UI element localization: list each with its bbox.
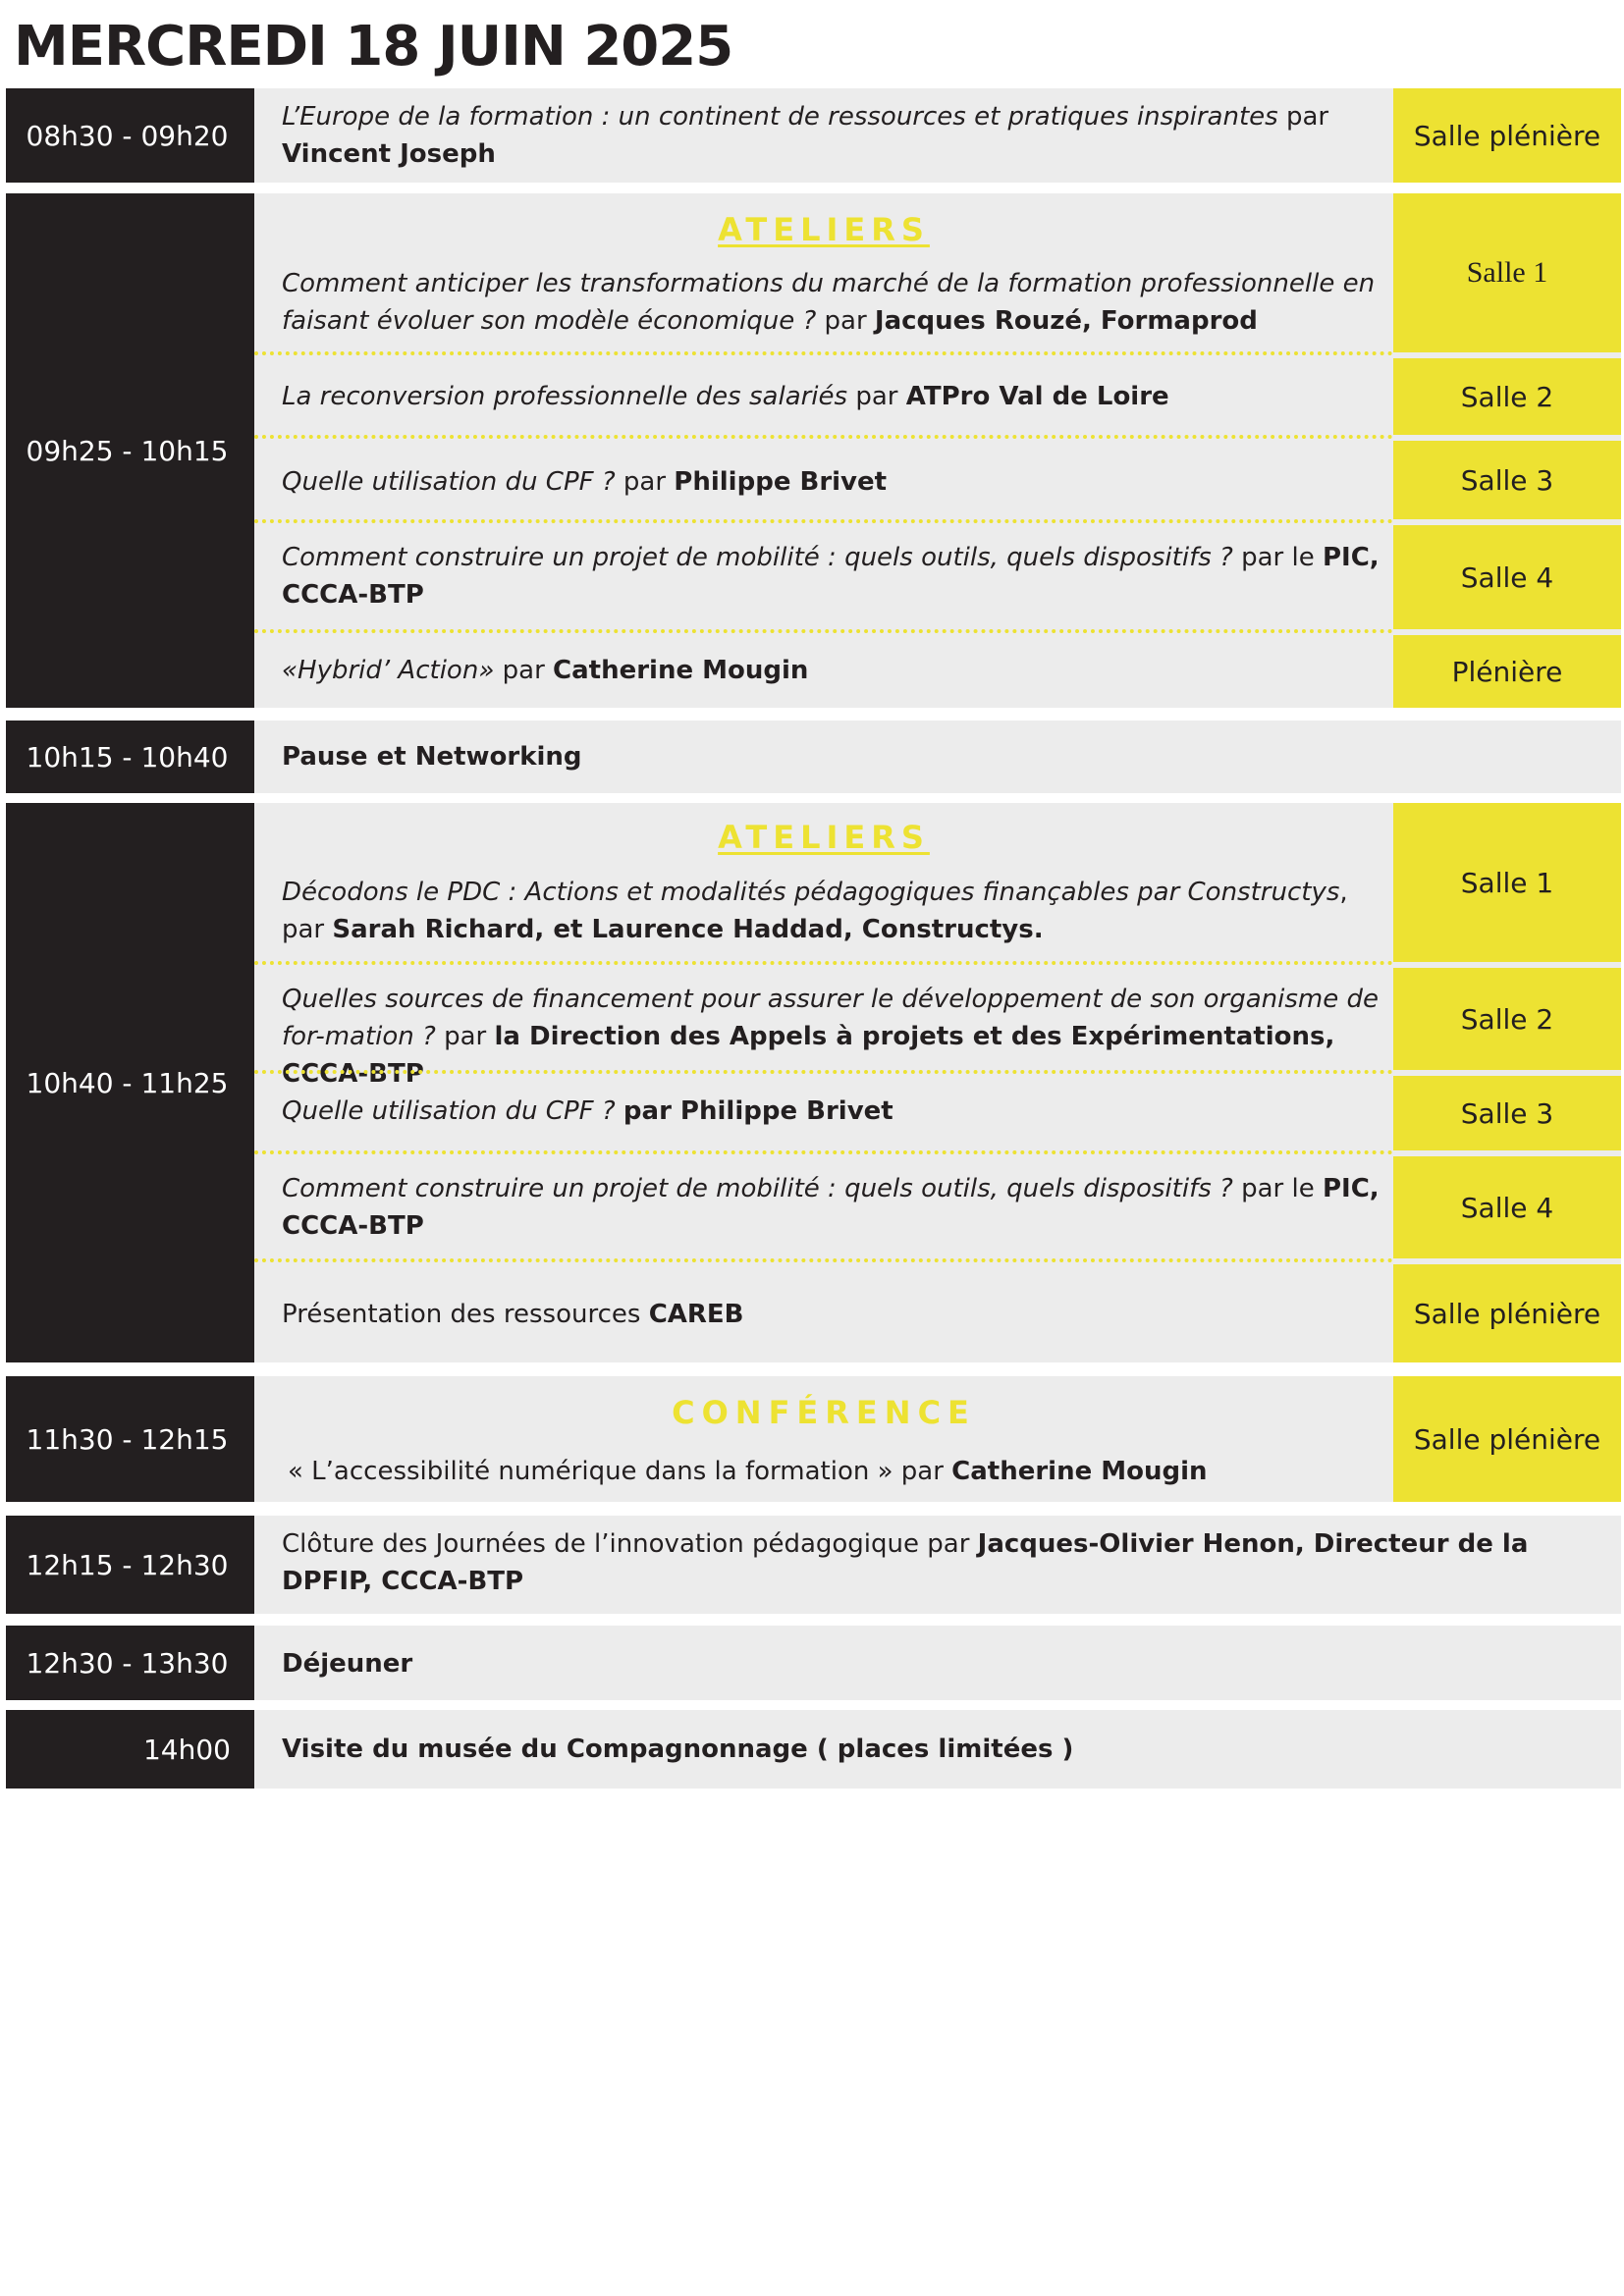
workshop-speaker: la Direction des Appels à projets et des Expérimentations, CCCA-BTP (282, 1022, 1335, 1089)
workshop-title: Quelle utilisation du CPF ? (282, 1096, 616, 1126)
time-slot: 08h30 - 09h20 (6, 88, 254, 183)
room-label: Salle 3 (1393, 441, 1621, 519)
room-label: Salle 1 (1393, 803, 1621, 962)
session-text (282, 1525, 1611, 1600)
time-slot: 12h15 - 12h30 (6, 1516, 254, 1614)
workshop-title: Quelles sources de financement pour assurer le développement de son organisme de for-mation ? (282, 985, 1379, 1051)
time-slot: 11h30 - 12h15 (6, 1376, 254, 1502)
conference-speaker: Catherine Mougin (951, 1457, 1208, 1486)
workshop-item (282, 265, 1385, 340)
room-label: Salle 2 (1393, 358, 1621, 435)
session-content (254, 721, 1621, 793)
workshop-speaker: CAREB (648, 1300, 744, 1329)
dotted-separator (254, 1258, 1393, 1262)
workshop-title: «Hybrid’ Action» (282, 656, 495, 685)
section-heading: ATELIERS (718, 211, 930, 248)
workshop-connector: par le (1232, 1174, 1323, 1203)
session-title: Clôture des Journées de l’innovation pédagogique par (282, 1529, 978, 1559)
workshop-item (282, 1170, 1385, 1245)
schedule-block-1230 (6, 1626, 1621, 1700)
workshop-speaker: Catherine Mougin (553, 656, 809, 685)
session-connector: par (1277, 102, 1329, 132)
schedule-block-1040 (6, 803, 1621, 1362)
schedule-block-0830 (6, 88, 1621, 183)
workshop-connector: par (847, 382, 906, 411)
workshop-title: Comment anticiper les transformations du marché de la formation professionnelle en faisant évoluer son modèle économique ? (282, 269, 1376, 336)
dotted-separator (254, 629, 1393, 633)
session-speaker: Vincent Joseph (282, 139, 496, 169)
dotted-separator (254, 351, 1393, 355)
workshop-title: Présentation des ressources (282, 1300, 649, 1329)
workshop-item (282, 1296, 1385, 1333)
room-label: Salle 2 (1393, 968, 1621, 1070)
section-heading: CONFÉRENCE (672, 1394, 976, 1431)
workshop-speaker: Jacques Rouzé, Formaprod (874, 306, 1258, 336)
session-content (254, 1626, 1621, 1700)
room-label: Salle 3 (1393, 1076, 1621, 1150)
session-title: L’Europe de la formation : un continent de ressources et pratiques inspirantes (282, 102, 1278, 132)
dotted-separator (254, 435, 1393, 439)
dotted-separator (254, 1150, 1393, 1154)
workshop-title: Comment construire un projet de mobilité : quels outils, quels dispositifs ? (282, 1174, 1233, 1203)
session-title: Visite du musée du Compagnonnage ( places limitées ) (282, 1735, 1074, 1764)
workshop-connector: par (494, 656, 554, 685)
workshop-speaker: ATPro Val de Loire (905, 382, 1169, 411)
room-label: Salle 1 (1393, 193, 1621, 352)
time-slot: 09h25 - 10h15 (6, 193, 254, 708)
workshop-connector: par (615, 467, 675, 497)
workshop-speaker: Sarah Richard, et Laurence Haddad, Constructys. (332, 915, 1044, 944)
workshop-item (282, 539, 1385, 614)
session-speaker: Jacques-Olivier Henon, Directeur de la DPFIP, CCCA-BTP (282, 1529, 1529, 1596)
workshop-title: La reconversion professionnelle des salariés (282, 382, 848, 411)
workshop-connector: , par (282, 878, 1348, 944)
section-heading: ATELIERS (718, 819, 930, 856)
workshop-item (282, 1093, 1385, 1130)
workshop-title: Comment construire un projet de mobilité : quels outils, quels dispositifs ? (282, 543, 1233, 572)
conference-content (254, 1376, 1621, 1502)
page-title: MERCREDI 18 JUIN 2025 (14, 15, 733, 79)
workshop-speaker: par Philippe Brivet (623, 1096, 893, 1126)
workshop-item (282, 874, 1385, 948)
workshop-item (282, 378, 1385, 415)
schedule-block-1015 (6, 721, 1621, 793)
workshop-speaker: Philippe Brivet (674, 467, 888, 497)
time-slot: 14h00 (6, 1710, 254, 1789)
workshops-content (254, 193, 1621, 708)
session-text (282, 98, 1385, 173)
workshop-title: Décodons le PDC : Actions et modalités pédagogiques finançables par Constructys (282, 878, 1340, 907)
workshop-item (282, 652, 1385, 689)
workshop-connector (616, 1096, 623, 1126)
workshop-speaker: PIC, CCCA-BTP (282, 543, 1380, 610)
workshops-content (254, 803, 1621, 1362)
room-label: Plénière (1393, 635, 1621, 708)
session-title: Déjeuner (282, 1649, 413, 1679)
schedule-block-1400 (6, 1710, 1621, 1789)
workshop-speaker: PIC, CCCA-BTP (282, 1174, 1380, 1241)
time-slot: 12h30 - 13h30 (6, 1626, 254, 1700)
dotted-separator (254, 961, 1393, 965)
session-content (254, 88, 1621, 183)
session-content (254, 1516, 1621, 1614)
workshop-item (282, 981, 1385, 1093)
workshop-connector: par (435, 1022, 495, 1051)
workshop-title: Quelle utilisation du CPF ? (282, 467, 616, 497)
workshop-connector: par le (1232, 543, 1323, 572)
schedule-block-1130 (6, 1376, 1621, 1502)
time-slot: 10h40 - 11h25 (6, 803, 254, 1362)
session-title: Pause et Networking (282, 742, 582, 772)
session-content (254, 1710, 1621, 1789)
time-slot: 10h15 - 10h40 (6, 721, 254, 793)
room-label: Salle plénière (1393, 88, 1621, 183)
conference-text (288, 1453, 1385, 1490)
schedule-block-0925 (6, 193, 1621, 708)
dotted-separator (254, 519, 1393, 523)
room-label: Salle plénière (1393, 1376, 1621, 1502)
workshop-item (282, 463, 1385, 501)
conference-title: « L’accessibilité numérique dans la formation » par (288, 1457, 952, 1486)
workshop-connector: par (816, 306, 875, 336)
dotted-separator (254, 1070, 1393, 1074)
room-label: Salle 4 (1393, 525, 1621, 629)
schedule-block-1215 (6, 1516, 1621, 1614)
room-label: Salle 4 (1393, 1156, 1621, 1258)
room-label: Salle plénière (1393, 1264, 1621, 1362)
